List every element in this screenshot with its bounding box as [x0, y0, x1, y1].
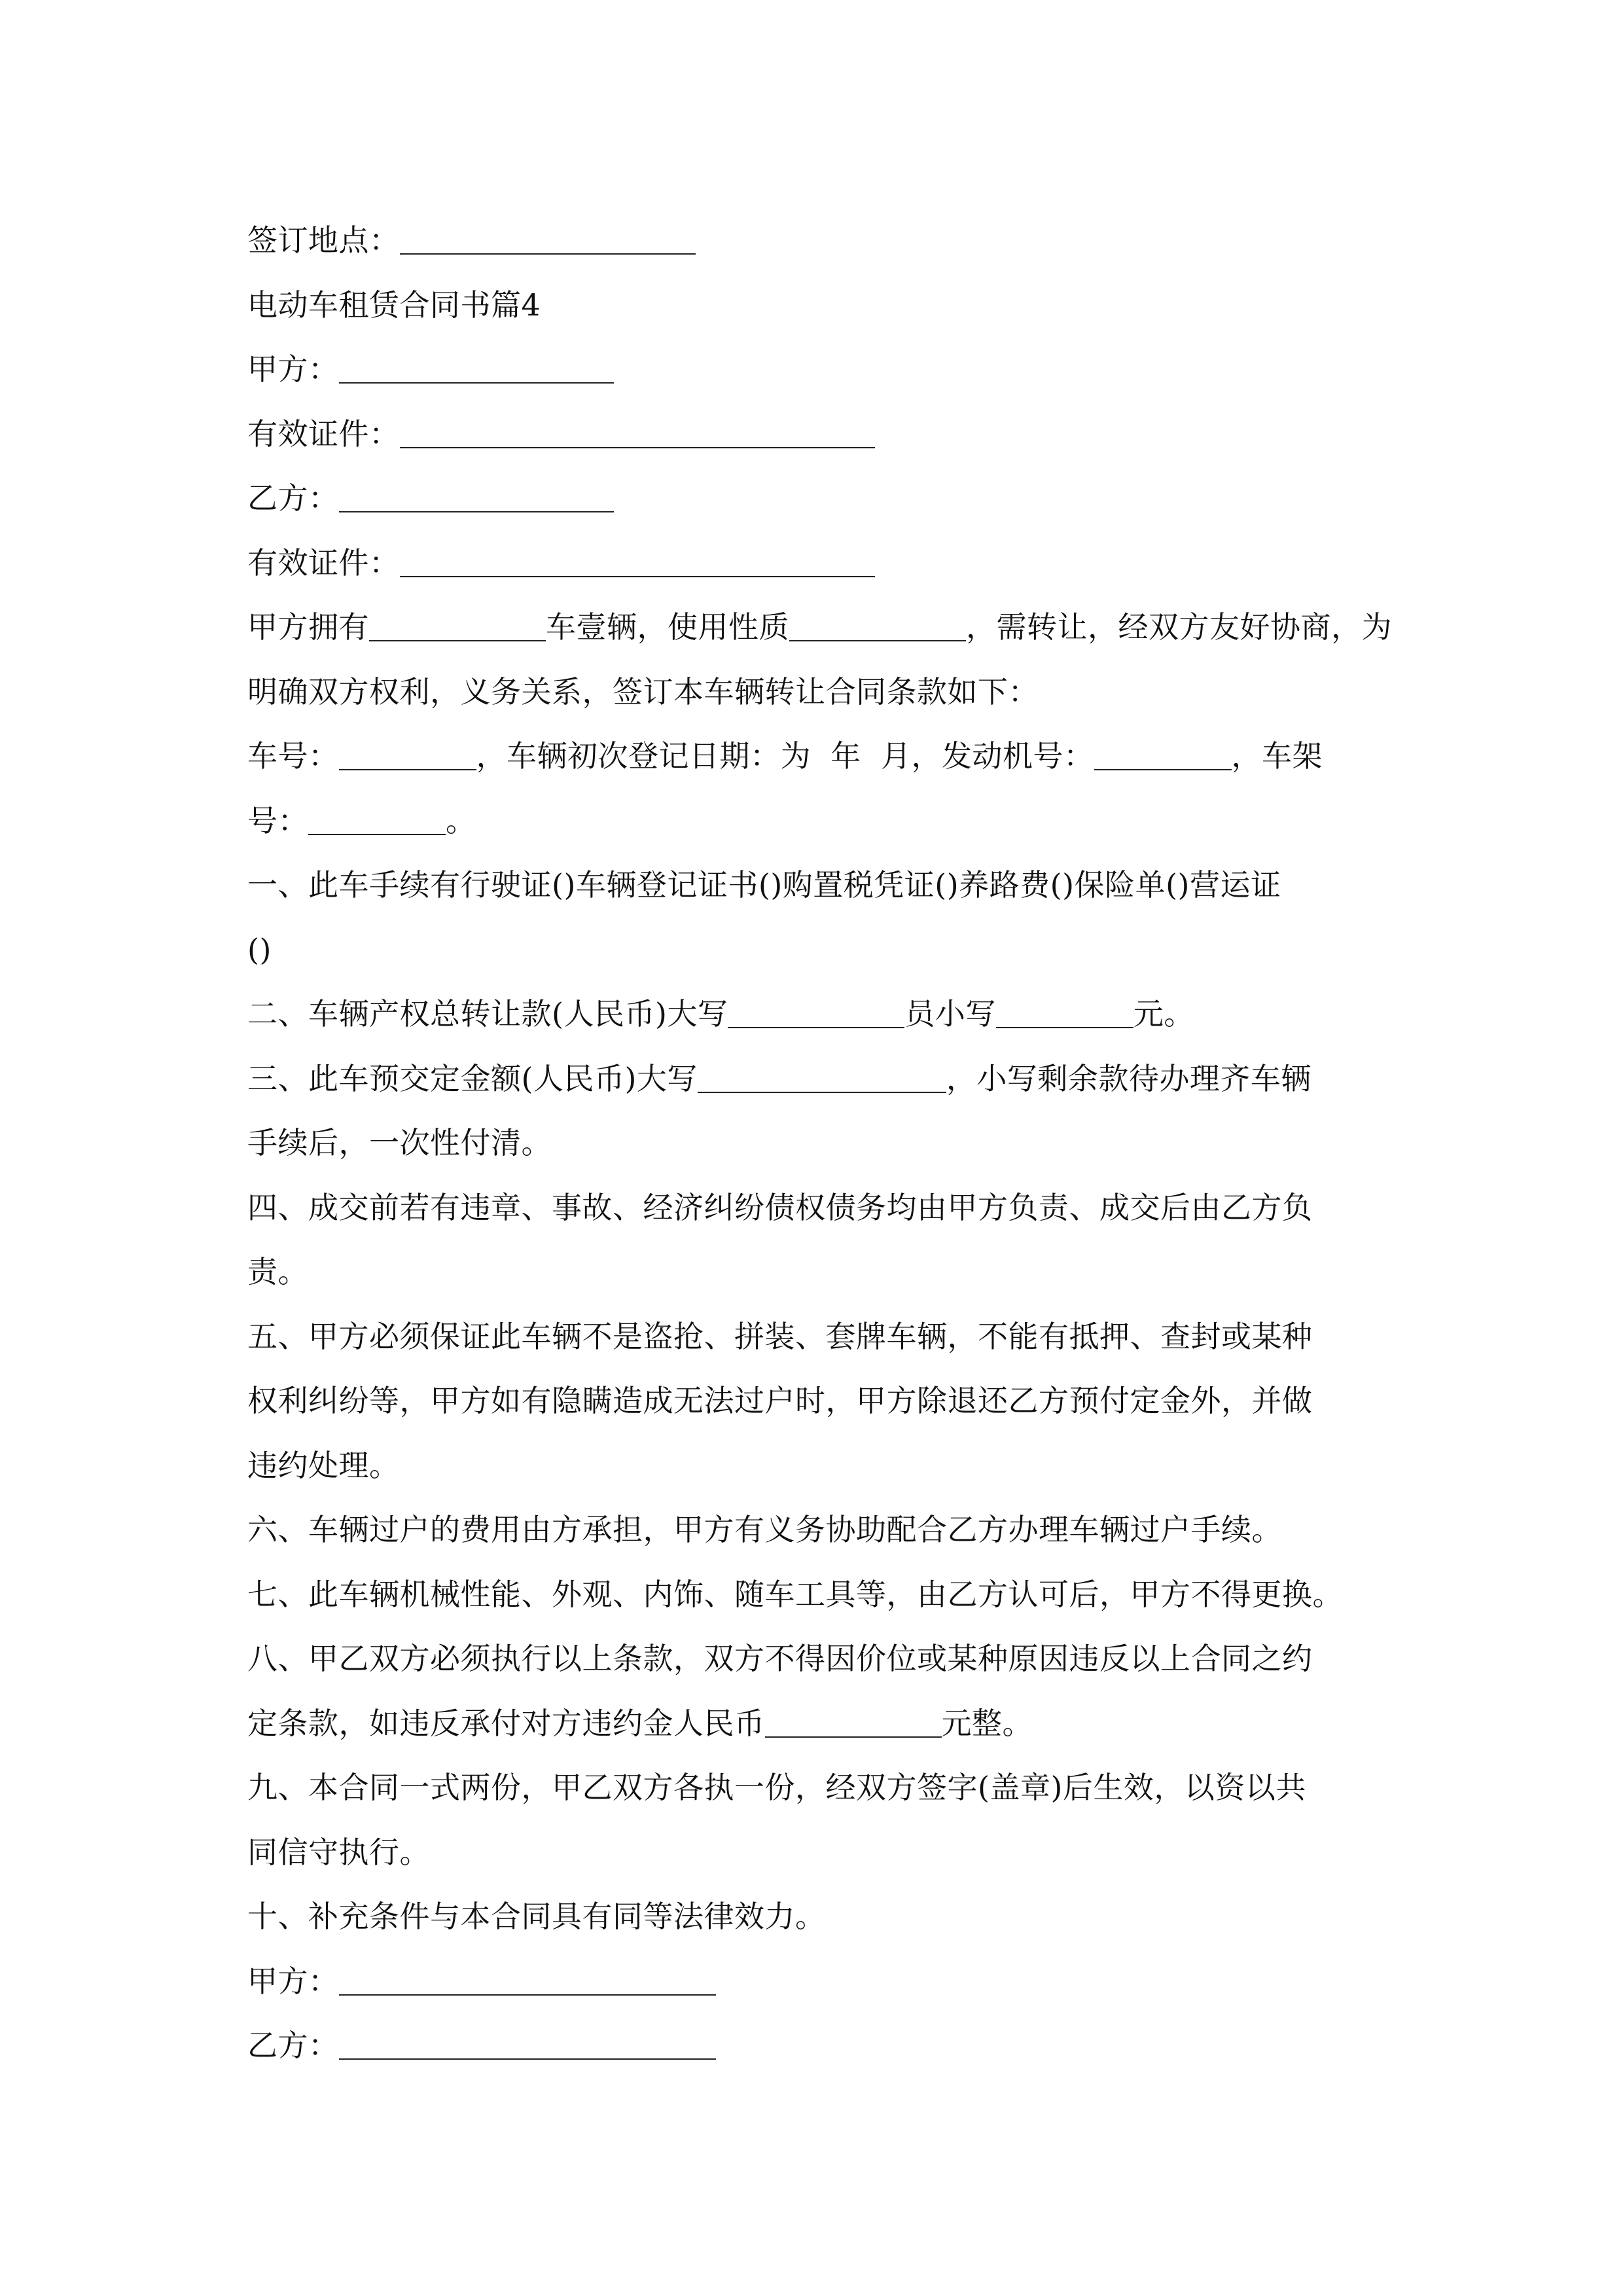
signature-party-b-label: 乙方： — [247, 2028, 339, 2063]
clause-1-line-2: () — [247, 931, 272, 967]
clause-3-text-b: ，小写剩余款待办理齐车辆 — [946, 1060, 1311, 1096]
clause-3-line-2: 手续后，一次性付清。 — [247, 1125, 552, 1160]
clause-8-line-1: 八、甲乙双方必须执行以上条款，双方不得因价位或某种原因违反以上合同之约 — [247, 1641, 1313, 1676]
party-a-id-label: 有效证件： — [247, 416, 400, 452]
clause-8-text-a: 定条款，如违反承付对方违约金人民币 — [247, 1705, 765, 1741]
signing-place-blank[interactable] — [400, 223, 696, 255]
clause-4-line-1: 四、成交前若有违章、事故、经济纠纷债权债务均由甲方负责、成交后由乙方负 — [247, 1189, 1313, 1225]
clause-6: 六、车辆过户的费用由方承担，甲方有义务协助配合乙方办理车辆过户手续。 — [247, 1512, 1282, 1547]
section-title: 电动车租赁合同书篇4 — [247, 287, 541, 323]
vehicle-type-blank[interactable] — [369, 610, 546, 641]
party-a-id-blank[interactable] — [400, 417, 875, 448]
deposit-amount-blank[interactable] — [698, 1062, 946, 1093]
clause-2-text-c: 元。 — [1133, 996, 1194, 1031]
clause-3-text-a: 三、此车预交定金额(人民币)大写 — [247, 1060, 698, 1096]
party-a-label: 甲方： — [247, 351, 339, 387]
party-a-line — [247, 337, 1391, 402]
clause-9-line-1: 九、本合同一式两份，甲乙双方各执一份，经双方签字(盖章)后生效，以资以共 — [247, 1770, 1306, 1805]
party-a-id-line — [247, 402, 1391, 467]
total-price-lower-blank[interactable] — [996, 997, 1133, 1028]
clause-3-line-1 — [247, 1047, 1391, 1111]
party-b-id-label: 有效证件： — [247, 545, 400, 581]
frame-number-blank[interactable] — [308, 804, 446, 835]
party-b-id-line — [247, 531, 1391, 596]
clause-2-text-a: 二、车辆产权总转让款(人民币)大写 — [247, 996, 728, 1031]
plate-number-blank[interactable] — [339, 739, 476, 770]
intro-text-c: ，需转让，经双方友好协商，为 — [966, 609, 1392, 645]
party-a-blank[interactable] — [339, 352, 614, 384]
contract-body — [247, 208, 1391, 2078]
penalty-amount-blank[interactable] — [765, 1706, 942, 1738]
clause-5-line-3: 违约处理。 — [247, 1447, 400, 1483]
plate-label: 车号： — [247, 738, 339, 774]
intro-line-1 — [247, 595, 1391, 660]
clause-2 — [247, 982, 1391, 1047]
intro-text-a: 甲方拥有 — [247, 609, 369, 645]
clause-8-text-b: 元整。 — [941, 1705, 1033, 1741]
frame-label-a: ，车架 — [1231, 738, 1323, 774]
clause-7: 七、此车辆机械性能、外观、内饰、随车工具等，由乙方认可后，甲方不得更换。 — [247, 1576, 1343, 1612]
clause-9-line-2: 同信守执行。 — [247, 1834, 430, 1870]
engine-number-blank[interactable] — [1094, 739, 1232, 770]
signature-party-b-line — [247, 2013, 1391, 2078]
party-b-label: 乙方： — [247, 480, 339, 516]
intro-line-2: 明确双方权利，义务关系，签订本车辆转让合同条款如下： — [247, 673, 1039, 709]
signature-party-b-blank[interactable] — [339, 2028, 716, 2060]
signature-party-a-line — [247, 1949, 1391, 2014]
vehicle-line-1 — [247, 724, 1391, 789]
signing-place-line — [247, 208, 1391, 273]
party-b-blank[interactable] — [339, 481, 614, 512]
party-b-id-blank[interactable] — [400, 546, 875, 577]
clause-1-line-1: 一、此车手续有行驶证()车辆登记证书()购置税凭证()养路费()保险单()营运证 — [247, 867, 1281, 903]
signature-party-a-blank[interactable] — [339, 1964, 716, 1996]
intro-text-b: 车壹辆，使用性质 — [546, 609, 789, 645]
vehicle-line-2 — [247, 789, 1391, 853]
frame-end: 。 — [446, 802, 476, 838]
signature-party-a-label: 甲方： — [247, 1963, 339, 1999]
frame-label-b: 号： — [247, 802, 308, 838]
registration-text: ，车辆初次登记日期：为 年 月，发动机号： — [476, 738, 1094, 774]
total-price-upper-blank[interactable] — [728, 997, 904, 1028]
clause-5-line-1: 五、甲方必须保证此车辆不是盗抢、拼装、套牌车辆，不能有抵押、查封或某种 — [247, 1318, 1313, 1354]
clause-10: 十、补充条件与本合同具有同等法律效力。 — [247, 1899, 826, 1934]
clause-5-line-2: 权利纠纷等，甲方如有隐瞒造成无法过户时，甲方除退还乙方预付定金外，并做 — [247, 1383, 1313, 1418]
usage-nature-blank[interactable] — [789, 610, 966, 641]
clause-2-text-b: 员小写 — [904, 996, 996, 1031]
clause-4-line-2: 责。 — [247, 1254, 308, 1289]
signing-place-label: 签订地点： — [247, 223, 400, 258]
clause-8-line-2 — [247, 1691, 1391, 1756]
party-b-line — [247, 466, 1391, 531]
